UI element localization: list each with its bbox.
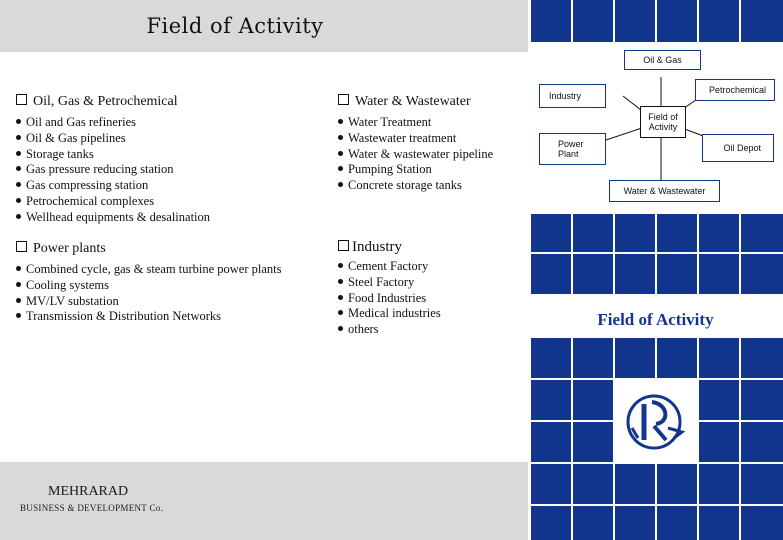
grid-line xyxy=(528,462,783,464)
company-name: MEHRARAD xyxy=(48,484,129,499)
section-list xyxy=(16,262,282,325)
list-item xyxy=(16,278,282,294)
section-heading-text: Oil, Gas & Petrochemical xyxy=(33,94,178,109)
section-list xyxy=(16,115,210,226)
list-item xyxy=(338,178,493,194)
list-item xyxy=(338,131,493,147)
checkbox-bullet-icon xyxy=(338,240,349,251)
diagram-node-industry: Industry xyxy=(539,84,606,108)
diagram-center-line2: Activity xyxy=(648,122,678,132)
section-heading-text: Water & Wastewater xyxy=(355,94,471,109)
list-item-text: Cooling systems xyxy=(26,277,109,292)
grid-line xyxy=(528,252,783,254)
list-item-text: Water Treatment xyxy=(348,115,432,129)
company-subtitle: BUSINESS & DEVELOPMENT Co. xyxy=(20,503,164,513)
bullet-dot-icon xyxy=(16,282,21,287)
diagram-center-line1: Field of xyxy=(648,112,678,122)
list-item xyxy=(338,259,441,275)
bullet-dot-icon xyxy=(16,119,21,124)
bullet-dot-icon xyxy=(338,182,343,187)
list-item xyxy=(338,162,493,178)
right-panel-caption: Field of Activity xyxy=(597,310,714,329)
section-water xyxy=(338,94,493,194)
section-heading xyxy=(16,94,210,110)
bullet-dot-icon xyxy=(16,214,21,219)
diagram-power-line2: Plant xyxy=(558,149,579,159)
list-item xyxy=(16,262,282,278)
list-item xyxy=(16,309,282,325)
page-title: Field of Activity xyxy=(146,14,324,38)
bullet-dot-icon xyxy=(338,279,343,284)
bullet-dot-icon xyxy=(338,263,343,268)
section-heading xyxy=(338,239,441,256)
section-heading xyxy=(16,241,282,257)
bullet-dot-icon xyxy=(338,166,343,171)
list-item-text: Transmission & Distribution Networks xyxy=(26,309,222,324)
checkbox-bullet-icon xyxy=(16,241,27,252)
checkbox-bullet-icon xyxy=(338,94,349,105)
list-item-text: Food Industries xyxy=(348,290,427,305)
section-heading xyxy=(338,94,493,110)
list-item xyxy=(16,210,210,226)
list-item-text: Gas pressure reducing station xyxy=(26,162,174,177)
list-item xyxy=(16,115,210,131)
list-item-text: Petrochemical complexes xyxy=(26,193,155,208)
list-item-text: Concrete storage tanks xyxy=(348,178,462,193)
bullet-dot-icon xyxy=(16,198,21,203)
list-item xyxy=(338,115,493,131)
bullet-dot-icon xyxy=(338,326,343,331)
list-item-text: Pumping Station xyxy=(348,162,432,177)
list-item xyxy=(16,294,282,310)
list-item xyxy=(338,291,441,307)
section-list xyxy=(338,259,441,338)
bullet-dot-icon xyxy=(338,135,343,140)
list-item-text: others xyxy=(348,322,379,337)
list-item-text: Medical industries xyxy=(348,306,441,321)
bullet-dot-icon xyxy=(16,151,21,156)
diagram-node-oil-gas: Oil & Gas xyxy=(624,50,701,70)
bullet-dot-icon xyxy=(16,266,21,271)
list-item-text: Steel Factory xyxy=(348,274,415,289)
list-item xyxy=(16,194,210,210)
list-item-text: Wastewater treatment xyxy=(348,130,457,145)
bullet-dot-icon xyxy=(338,295,343,300)
bullet-dot-icon xyxy=(338,310,343,315)
bullet-dot-icon xyxy=(16,298,21,303)
bullet-dot-icon xyxy=(16,135,21,140)
section-industry xyxy=(338,239,441,338)
company-logo-icon xyxy=(624,392,688,452)
bullet-dot-icon xyxy=(16,166,21,171)
list-item-text: Cement Factory xyxy=(348,259,429,273)
bullet-dot-icon xyxy=(16,182,21,187)
section-heading-text: Industry xyxy=(352,239,402,255)
diagram-node-petrochemical: Petrochemical xyxy=(695,79,775,101)
list-item-text: Gas compressing station xyxy=(26,178,149,193)
bullet-dot-icon xyxy=(338,151,343,156)
list-item-text: Combined cycle, gas & steam turbine power plants xyxy=(26,262,282,276)
grid-line xyxy=(528,504,783,506)
section-oil-gas xyxy=(16,94,210,226)
diagram-node-power xyxy=(539,133,606,165)
list-item xyxy=(16,147,210,163)
diagram-node-oil-depot: Oil Depot xyxy=(702,134,774,162)
list-item xyxy=(338,275,441,291)
bullet-dot-icon xyxy=(338,119,343,124)
list-item xyxy=(338,147,493,163)
section-heading-text: Power plants xyxy=(33,241,106,256)
list-item xyxy=(16,178,210,194)
list-item-text: Storage tanks xyxy=(26,146,94,161)
diagram-power-line1: Power xyxy=(558,139,584,149)
list-item-text: Wellhead equipments & desalination xyxy=(26,209,211,224)
list-item-text: MV/LV substation xyxy=(26,293,119,308)
checkbox-bullet-icon xyxy=(16,94,27,105)
section-list xyxy=(338,115,493,194)
diagram-node-water: Water & Wastewater xyxy=(609,180,720,202)
list-item-text: Water & wastewater pipeline xyxy=(348,146,494,161)
section-power xyxy=(16,241,282,325)
list-item xyxy=(16,162,210,178)
diagram-node-center xyxy=(640,106,686,138)
list-item xyxy=(338,306,441,322)
list-item xyxy=(16,131,210,147)
list-item xyxy=(338,322,441,338)
list-item-text: Oil & Gas pipelines xyxy=(26,130,126,145)
list-item-text: Oil and Gas refineries xyxy=(26,115,137,129)
bullet-dot-icon xyxy=(16,313,21,318)
